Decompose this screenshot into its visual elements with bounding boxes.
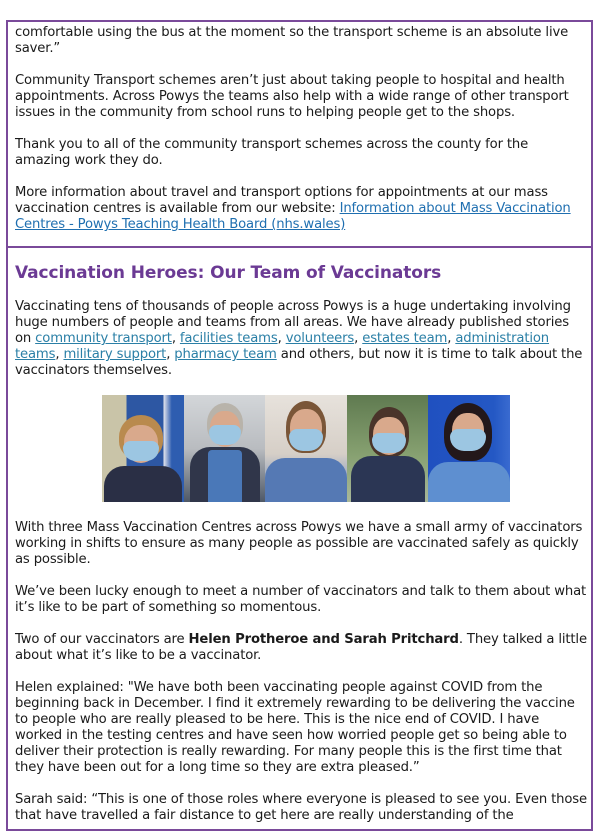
separator: , <box>55 347 64 362</box>
link-community-transport[interactable]: community transport <box>35 331 172 346</box>
separator: , <box>447 331 456 346</box>
transport-article-box <box>6 20 593 248</box>
more-info-text: More information about travel and transport options for appointments at our mass vaccination centres is available from our website: <box>15 185 548 216</box>
paragraph-quote-end: comfortable using the bus at the moment so the transport scheme is an absolute live saver.” <box>15 25 569 56</box>
vaccinators-photo-strip <box>102 395 510 502</box>
article-title: Vaccination Heroes: Our Team of Vaccinators <box>15 263 442 283</box>
vaccinator-photo-4 <box>347 395 429 502</box>
link-volunteers[interactable]: volunteers <box>285 331 355 346</box>
separator: , <box>171 331 180 346</box>
paragraph-thank-you: Thank you to all of the community transport schemes across the county for the amazing work they do. <box>15 137 529 168</box>
mass-vaccination-info-link[interactable]: Information about Mass Vaccination Centres - Powys Teaching Health Board (nhs.wales) <box>15 201 571 232</box>
paragraph-two-vaccinators <box>15 632 587 664</box>
paragraph-more-info <box>15 185 587 233</box>
vaccinator-names: Helen Protheroe and Sarah Pritchard <box>188 632 459 647</box>
paragraph-sarah-quote: Sarah said: “This is one of those roles where everyone is pleased to see you. Even those that have travelled a fair distance to get here are really understanding of the <box>15 792 587 823</box>
vaccinator-photo-3 <box>265 395 347 502</box>
link-administration-teams[interactable]: administration teams <box>15 331 550 362</box>
link-facilities-teams[interactable]: facilities teams <box>179 331 278 346</box>
intro-text: Vaccinating tens of thousands of people across Powys is a huge undertaking involving huge numbers of people and teams from all areas. We have already published stories on <box>15 299 571 346</box>
vaccinator-photo-2 <box>184 395 266 502</box>
vaccinator-photo-1 <box>102 395 184 502</box>
separator: , <box>354 331 363 346</box>
two-vaccinators-text: Two of our vaccinators are <box>15 632 189 647</box>
paragraph-intro <box>15 299 587 379</box>
two-vaccinators-text-end: . They talked a little about what it’s like to be a vaccinator. <box>15 632 587 663</box>
paragraph-meet-vaccinators: We’ve been lucky enough to meet a number of vaccinators and talk to them about what it’s like to be part of something so momentous. <box>15 584 587 615</box>
separator: , <box>277 331 286 346</box>
link-estates-team[interactable]: estates team <box>362 331 448 346</box>
vaccinator-photo-5 <box>428 395 510 502</box>
link-military-support[interactable]: military support <box>63 347 167 362</box>
separator: , <box>166 347 175 362</box>
paragraph-mass-vaccination-centres: With three Mass Vaccination Centres across Powys we have a small army of vaccinators working in shifts to ensure as many people as possible are vaccinated safely as quickly as possible. <box>15 520 583 567</box>
paragraph-helen-quote: Helen explained: "We have both been vaccinating people against COVID from the beginning back in December. I find it extremely rewarding to be delivering the vaccine to people who are really pleased to be here. This is the nice end of COVID. I have worked in the testing centres and have seen how worried people get so being able to deliver their protection is really rewarding. For many people this is the first time that they have been out for a long time so they are extra pleased.” <box>15 680 575 775</box>
link-pharmacy-team[interactable]: pharmacy team <box>174 347 277 362</box>
intro-text-end: and others, but now it is time to talk about the vaccinators themselves. <box>15 347 583 378</box>
paragraph-community-transport: Community Transport schemes aren’t just about taking people to hospital and health appointments. Across Powys the teams also help with a wide range of other transport issues in the community from school runs to helping people get to the shops. <box>15 73 569 120</box>
vaccinators-article-box <box>6 246 593 831</box>
